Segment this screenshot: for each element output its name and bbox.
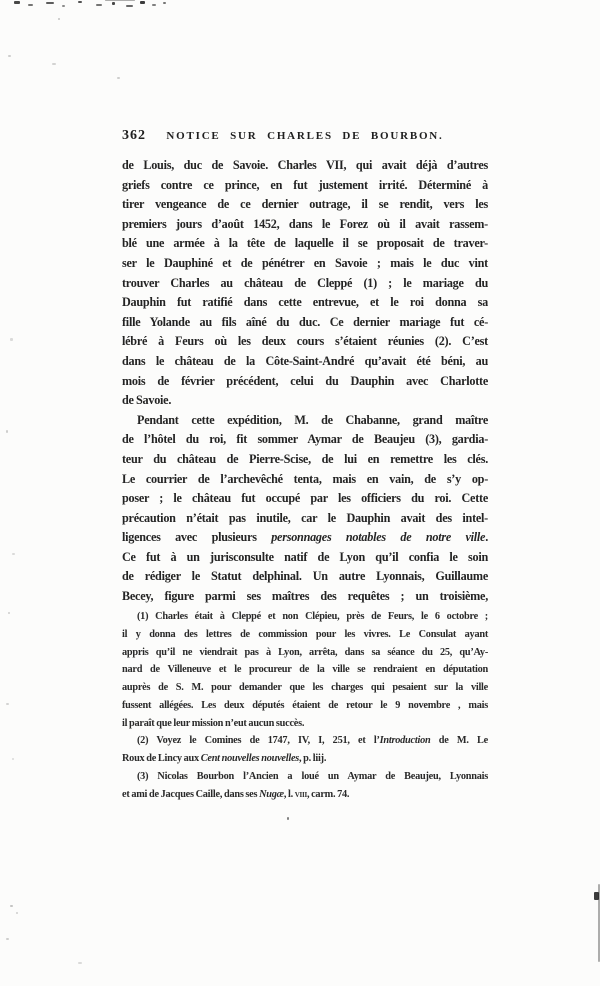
scan-artifact bbox=[58, 18, 60, 20]
body-text-line bbox=[122, 313, 488, 333]
scan-artifact bbox=[117, 77, 120, 79]
scan-artifact bbox=[6, 703, 9, 705]
text-segment: Le courrier de l’archevêché tenta, mais en vain, de s’y op- bbox=[122, 471, 488, 486]
text-segment: griefs contre ce prince, en fut justement irrité. Déterminé à bbox=[122, 177, 488, 192]
text-segment: appris qu’il ne viendrait pas à Lyon, arrêta, dans sa séance du 25, qu’Ay- bbox=[122, 646, 488, 658]
scan-artifact bbox=[152, 4, 156, 6]
scan-artifact bbox=[8, 55, 11, 57]
body-text-line bbox=[122, 567, 488, 587]
text-segment: de Louis, duc de Savoie. Charles VII, qui avait déjà d’autres bbox=[122, 158, 488, 172]
footnote-line bbox=[122, 768, 488, 786]
page-number: 362 bbox=[122, 128, 146, 143]
text-segment: (1) Charles était à Cleppé et non Clépieu, près de Feurs, le 6 octobre ; bbox=[137, 611, 488, 622]
text-segment: il y donna des lettres de commission pour les vivres. Le Consulat ayant bbox=[122, 628, 488, 640]
scan-artifact bbox=[12, 553, 15, 555]
body-text-line bbox=[122, 176, 488, 196]
italic-text: Nugæ bbox=[259, 788, 284, 800]
text-segment: (2) Voyez le Comines de 1747, IV, I, 251, et l’ bbox=[137, 735, 380, 747]
text-segment: nard de Villeneuve et le procureur de la ville se rendraient en députation bbox=[122, 664, 488, 676]
scan-artifact bbox=[140, 1, 145, 4]
text-segment: Pendant cette expédition, M. de Chabanne, grand maître bbox=[137, 412, 488, 427]
body-text-line bbox=[122, 293, 488, 313]
body-text-line bbox=[122, 548, 488, 568]
body-text-line bbox=[122, 411, 488, 431]
text-segment: il paraît que leur mission n’eut aucun succès. bbox=[122, 717, 305, 729]
scan-artifact bbox=[287, 817, 289, 820]
text-segment: premiers jours d’août 1452, dans le Forez où il avait rassem- bbox=[122, 216, 488, 231]
scan-artifact bbox=[28, 4, 33, 6]
text-segment: teur du château de Pierre-Scise, de lui en remettre les clés. bbox=[122, 451, 488, 466]
italic-text: personnages notables de notre ville bbox=[271, 530, 486, 545]
text-segment: ser le Dauphiné et de pénétrer en Savoie ; mais le duc vint bbox=[122, 255, 488, 270]
body-text-line bbox=[122, 215, 488, 235]
footnote-line bbox=[122, 644, 488, 662]
body-text-line bbox=[122, 195, 488, 215]
text-segment: de M. Le bbox=[430, 735, 488, 747]
scan-artifact bbox=[112, 2, 115, 5]
text-segment: auprès de S. M. pour demander que les charges qui pesaient sur la ville bbox=[122, 682, 488, 693]
body-text-line bbox=[122, 587, 488, 607]
scan-artifact bbox=[78, 962, 82, 964]
footnote-line bbox=[122, 608, 488, 626]
footnote-line bbox=[122, 732, 488, 750]
text-segment: Becey, figure parmi ses maîtres des requêtes ; un troisième, bbox=[122, 589, 488, 604]
body-text bbox=[122, 156, 488, 607]
text-segment: mois de février précédent, celui du Dauphin avec Charlotte bbox=[122, 373, 488, 388]
text-segment: de l’hôtel du roi, fit sommer Aymar de Beaujeu (3), gardia- bbox=[122, 432, 488, 447]
scan-artifact bbox=[62, 5, 65, 7]
italic-text: Cent nouvelles nouvelles bbox=[200, 753, 300, 764]
scan-artifact bbox=[163, 2, 166, 4]
body-text-line bbox=[122, 254, 488, 274]
body-text-line bbox=[122, 528, 488, 548]
footnote-line bbox=[122, 715, 488, 733]
text-segment: (3) Nicolas Bourbon l’Ancien a loué un Aymar de Beaujeu, Lyonnais bbox=[137, 770, 488, 782]
scan-artifact bbox=[10, 338, 13, 341]
text-segment: trouver Charles au château de Cleppé (1) ; le mariage du bbox=[122, 275, 488, 290]
text-segment: , carm. 74. bbox=[306, 788, 350, 800]
scan-artifact bbox=[8, 612, 10, 614]
scan-artifact bbox=[96, 4, 102, 6]
text-segment: de rédiger le Statut delphinal. Un autre Lyonnais, Guillaume bbox=[122, 569, 488, 584]
body-text-line bbox=[122, 430, 488, 450]
body-text-line bbox=[122, 391, 488, 411]
small-caps-text: viii bbox=[294, 788, 307, 800]
body-text-line bbox=[122, 372, 488, 392]
italic-text: Introduction bbox=[379, 735, 431, 747]
text-segment: de Savoie. bbox=[122, 393, 172, 408]
scan-artifact bbox=[105, 0, 135, 1]
text-segment: poser ; le château fut occupé par les officiers du roi. Cette bbox=[122, 491, 488, 506]
scan-artifact bbox=[14, 1, 20, 4]
page-header bbox=[122, 128, 488, 146]
scan-artifact bbox=[6, 938, 9, 940]
scan-artifact bbox=[78, 1, 82, 3]
footnote-line bbox=[122, 661, 488, 679]
text-segment: précaution n’était pas inutile, car le Dauphin avait des intel- bbox=[122, 510, 488, 525]
scan-artifact bbox=[46, 2, 54, 4]
text-segment: lébré à Feurs où les deux cours s’étaient réunies (2). C’est bbox=[122, 334, 488, 349]
scan-artifact bbox=[10, 905, 13, 907]
text-segment: , l. bbox=[283, 788, 295, 800]
footnotes bbox=[122, 608, 488, 803]
running-header: NOTICE SUR CHARLES DE BOURBON. bbox=[166, 130, 444, 142]
footnote-line bbox=[122, 626, 488, 644]
text-segment: tirer vengeance de ce dernier outrage, il se rendit, vers les bbox=[122, 197, 488, 212]
text-segment: blé une armée à la tête de laquelle il se proposait de traver- bbox=[122, 236, 488, 251]
scan-artifact bbox=[6, 430, 8, 433]
text-segment: Roux de Lincy aux bbox=[122, 753, 201, 764]
body-text-line bbox=[122, 234, 488, 254]
body-text-line bbox=[122, 450, 488, 470]
scan-artifact bbox=[16, 912, 18, 914]
footnote-line bbox=[122, 679, 488, 697]
text-segment: , p. liij. bbox=[299, 753, 327, 764]
text-segment: fille Yolande au fils aîné du duc. Ce dernier mariage fut cé- bbox=[122, 314, 488, 329]
body-text-line bbox=[122, 509, 488, 529]
body-text-line bbox=[122, 274, 488, 294]
footnote-line bbox=[122, 750, 488, 768]
footnote-line bbox=[122, 697, 488, 715]
body-text-line bbox=[122, 332, 488, 352]
footnote-line bbox=[122, 786, 488, 804]
body-text-line bbox=[122, 156, 488, 176]
text-segment: dans le château de la Côte-Saint-André qu’avait été béni, au bbox=[122, 353, 488, 368]
text-segment: et ami de Jacques Caille, dans ses bbox=[122, 788, 260, 800]
text-segment: Ce fut à un jurisconsulte natif de Lyon qu’il confia le soin bbox=[122, 549, 488, 564]
text-segment: ligences avec plusieurs bbox=[122, 530, 272, 545]
scan-artifact bbox=[12, 758, 14, 760]
body-text-line bbox=[122, 470, 488, 490]
body-text-line bbox=[122, 352, 488, 372]
body-text-line bbox=[122, 489, 488, 509]
text-segment: fussent allégées. Les deux députés étaient de retour le 9 novembre , mais bbox=[122, 699, 488, 711]
text-segment: Dauphin fut ratifié dans cette entrevue, et le roi donna sa bbox=[122, 295, 488, 310]
scan-artifact bbox=[52, 63, 56, 65]
scan-artifact bbox=[126, 5, 133, 7]
text-segment: . bbox=[485, 530, 488, 545]
